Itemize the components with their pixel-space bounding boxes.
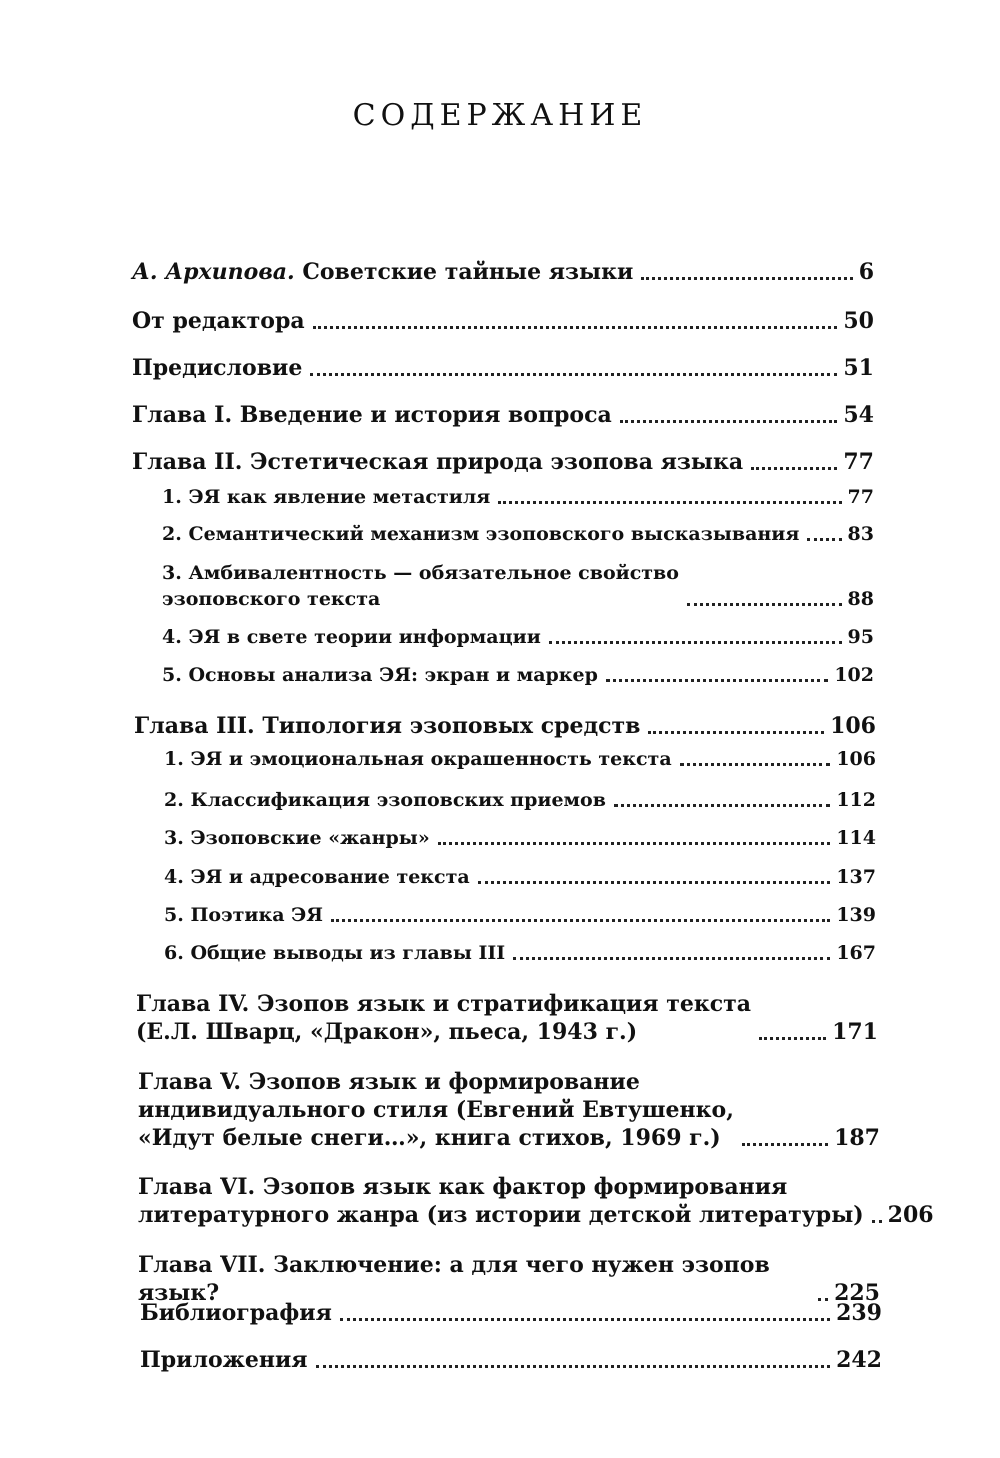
- toc-subentry-2-2[interactable]: [162, 521, 874, 547]
- page-number: 225: [834, 1280, 880, 1306]
- entry-title: Приложения: [140, 1347, 308, 1373]
- page-number: 88: [847, 588, 874, 610]
- toc-entry-chapter-3[interactable]: [134, 712, 876, 740]
- entry-title-line: литературного жанра (из истории детской литературы): [138, 1202, 864, 1228]
- page-number: 50: [843, 308, 874, 334]
- page-number: 77: [847, 486, 874, 508]
- page-number: 239: [836, 1300, 882, 1326]
- entry-title-line: 3. Амбивалентность — обязательное свойство: [162, 562, 679, 584]
- toc-entry-appendices[interactable]: [140, 1346, 882, 1374]
- entry-title: 1. ЭЯ и эмоциональная окрашенность текста: [164, 748, 672, 770]
- page-number: 112: [836, 789, 876, 811]
- dot-leader: [641, 277, 852, 280]
- entry-title-line: Глава IV. Эзопов язык и стратификация текста: [136, 991, 751, 1017]
- page-number: 106: [836, 748, 876, 770]
- entry-title: Глава II. Эстетическая природа эзопова языка: [132, 449, 744, 475]
- dot-leader: [549, 641, 842, 644]
- dot-leader: [438, 842, 831, 845]
- dot-leader: [331, 919, 830, 922]
- dot-leader: [759, 1037, 826, 1040]
- entry-title: 5. Основы анализа ЭЯ: экран и маркер: [162, 664, 598, 686]
- entry-title: От редактора: [132, 308, 305, 334]
- dot-leader: [340, 1318, 830, 1321]
- toc-subentry-3-5[interactable]: [164, 902, 876, 928]
- page-number: 54: [843, 402, 874, 428]
- entry-title: 6. Общие выводы из главы III: [164, 942, 506, 964]
- entry-title: 2. Классификация эзоповских приемов: [164, 789, 606, 811]
- dot-leader: [614, 804, 830, 807]
- entry-title: 1. ЭЯ как явление метастиля: [162, 486, 491, 508]
- entry-title: 5. Поэтика ЭЯ: [164, 904, 324, 926]
- toc-subentry-3-2[interactable]: [164, 787, 876, 813]
- toc-subentry-2-4[interactable]: [162, 624, 874, 650]
- entry-title: 4. ЭЯ и адресование текста: [164, 866, 470, 888]
- page-number: 171: [832, 1019, 878, 1045]
- entry-author: А. Архипова.: [132, 259, 295, 285]
- entry-title-line: индивидуального стиля (Евгений Евтушенко,: [138, 1097, 734, 1123]
- page-number: 206: [887, 1202, 934, 1228]
- entry-title-line: Глава V. Эзопов язык и формирование: [138, 1069, 640, 1095]
- entry-title: Глава I. Введение и история вопроса: [132, 402, 612, 428]
- toc-entry-editor-note[interactable]: [132, 307, 874, 335]
- page-number: 6: [858, 259, 874, 285]
- toc-subentry-3-1[interactable]: [164, 746, 876, 772]
- toc-entry-intro-article[interactable]: [132, 258, 874, 286]
- dot-leader: [478, 881, 831, 884]
- page-number: 137: [836, 866, 876, 888]
- dot-leader: [310, 373, 837, 376]
- entry-title: Глава VII. Заключение: а для чего нужен эзопов язык?: [138, 1252, 770, 1306]
- page-title: СОДЕРЖАНИЕ: [352, 98, 648, 133]
- dot-leader: [316, 1365, 831, 1368]
- dot-leader: [513, 957, 830, 960]
- toc-entry-chapter-2[interactable]: [132, 448, 874, 476]
- dot-leader: [313, 326, 838, 329]
- dot-leader: [620, 420, 838, 423]
- dot-leader: [687, 603, 842, 606]
- page-number: 77: [843, 449, 874, 475]
- toc-entry-chapter-6[interactable]: [138, 1173, 934, 1229]
- entry-title: 4. ЭЯ в свете теории информации: [162, 626, 541, 648]
- dot-leader: [751, 467, 837, 470]
- page-number: 139: [836, 904, 876, 926]
- entry-title: Библиография: [140, 1300, 332, 1326]
- entry-title: Глава III. Типология эзоповых средств: [134, 713, 641, 739]
- page-number: 114: [836, 827, 876, 849]
- page-number: 83: [847, 523, 874, 545]
- toc-entry-chapter-4[interactable]: [136, 990, 878, 1046]
- toc-subentry-2-3[interactable]: [162, 560, 874, 612]
- toc-subentry-3-6[interactable]: [164, 940, 876, 966]
- page-number: 167: [836, 942, 876, 964]
- dot-leader: [680, 763, 831, 766]
- dot-leader: [807, 538, 841, 541]
- entry-title-line: (Е.Л. Шварц, «Дракон», пьеса, 1943 г.): [136, 1019, 638, 1045]
- toc-entry-preface[interactable]: [132, 354, 874, 382]
- page-number: 102: [834, 664, 874, 686]
- entry-title: Предисловие: [132, 355, 303, 381]
- toc-subentry-2-5[interactable]: [162, 662, 874, 688]
- entry-title-line: эзоповского текста: [162, 588, 381, 610]
- entry-title: Советские тайные языки: [302, 259, 634, 285]
- page-number: 106: [830, 713, 876, 739]
- entry-title-line: Глава VI. Эзопов язык как фактор формирования: [138, 1174, 788, 1200]
- toc-entry-chapter-1[interactable]: [132, 401, 874, 429]
- dot-leader: [742, 1143, 828, 1146]
- entry-title: 3. Эзоповские «жанры»: [164, 827, 430, 849]
- page-number: 51: [843, 355, 874, 381]
- dot-leader: [872, 1220, 882, 1223]
- toc-subentry-2-1[interactable]: [162, 484, 874, 510]
- toc-subentry-3-4[interactable]: [164, 864, 876, 890]
- page-number: 187: [834, 1125, 880, 1151]
- toc-subentry-3-3[interactable]: [164, 825, 876, 851]
- entry-title: 2. Семантический механизм эзоповского высказывания: [162, 523, 800, 545]
- toc-entry-bibliography[interactable]: [140, 1299, 882, 1327]
- entry-title-line: «Идут белые снеги…», книга стихов, 1969 г.): [138, 1125, 721, 1151]
- dot-leader: [498, 501, 841, 504]
- dot-leader: [606, 679, 828, 682]
- toc-entry-chapter-5[interactable]: [138, 1068, 880, 1152]
- page-number: 95: [847, 626, 874, 648]
- page-number: 242: [836, 1347, 882, 1373]
- dot-leader: [648, 731, 824, 734]
